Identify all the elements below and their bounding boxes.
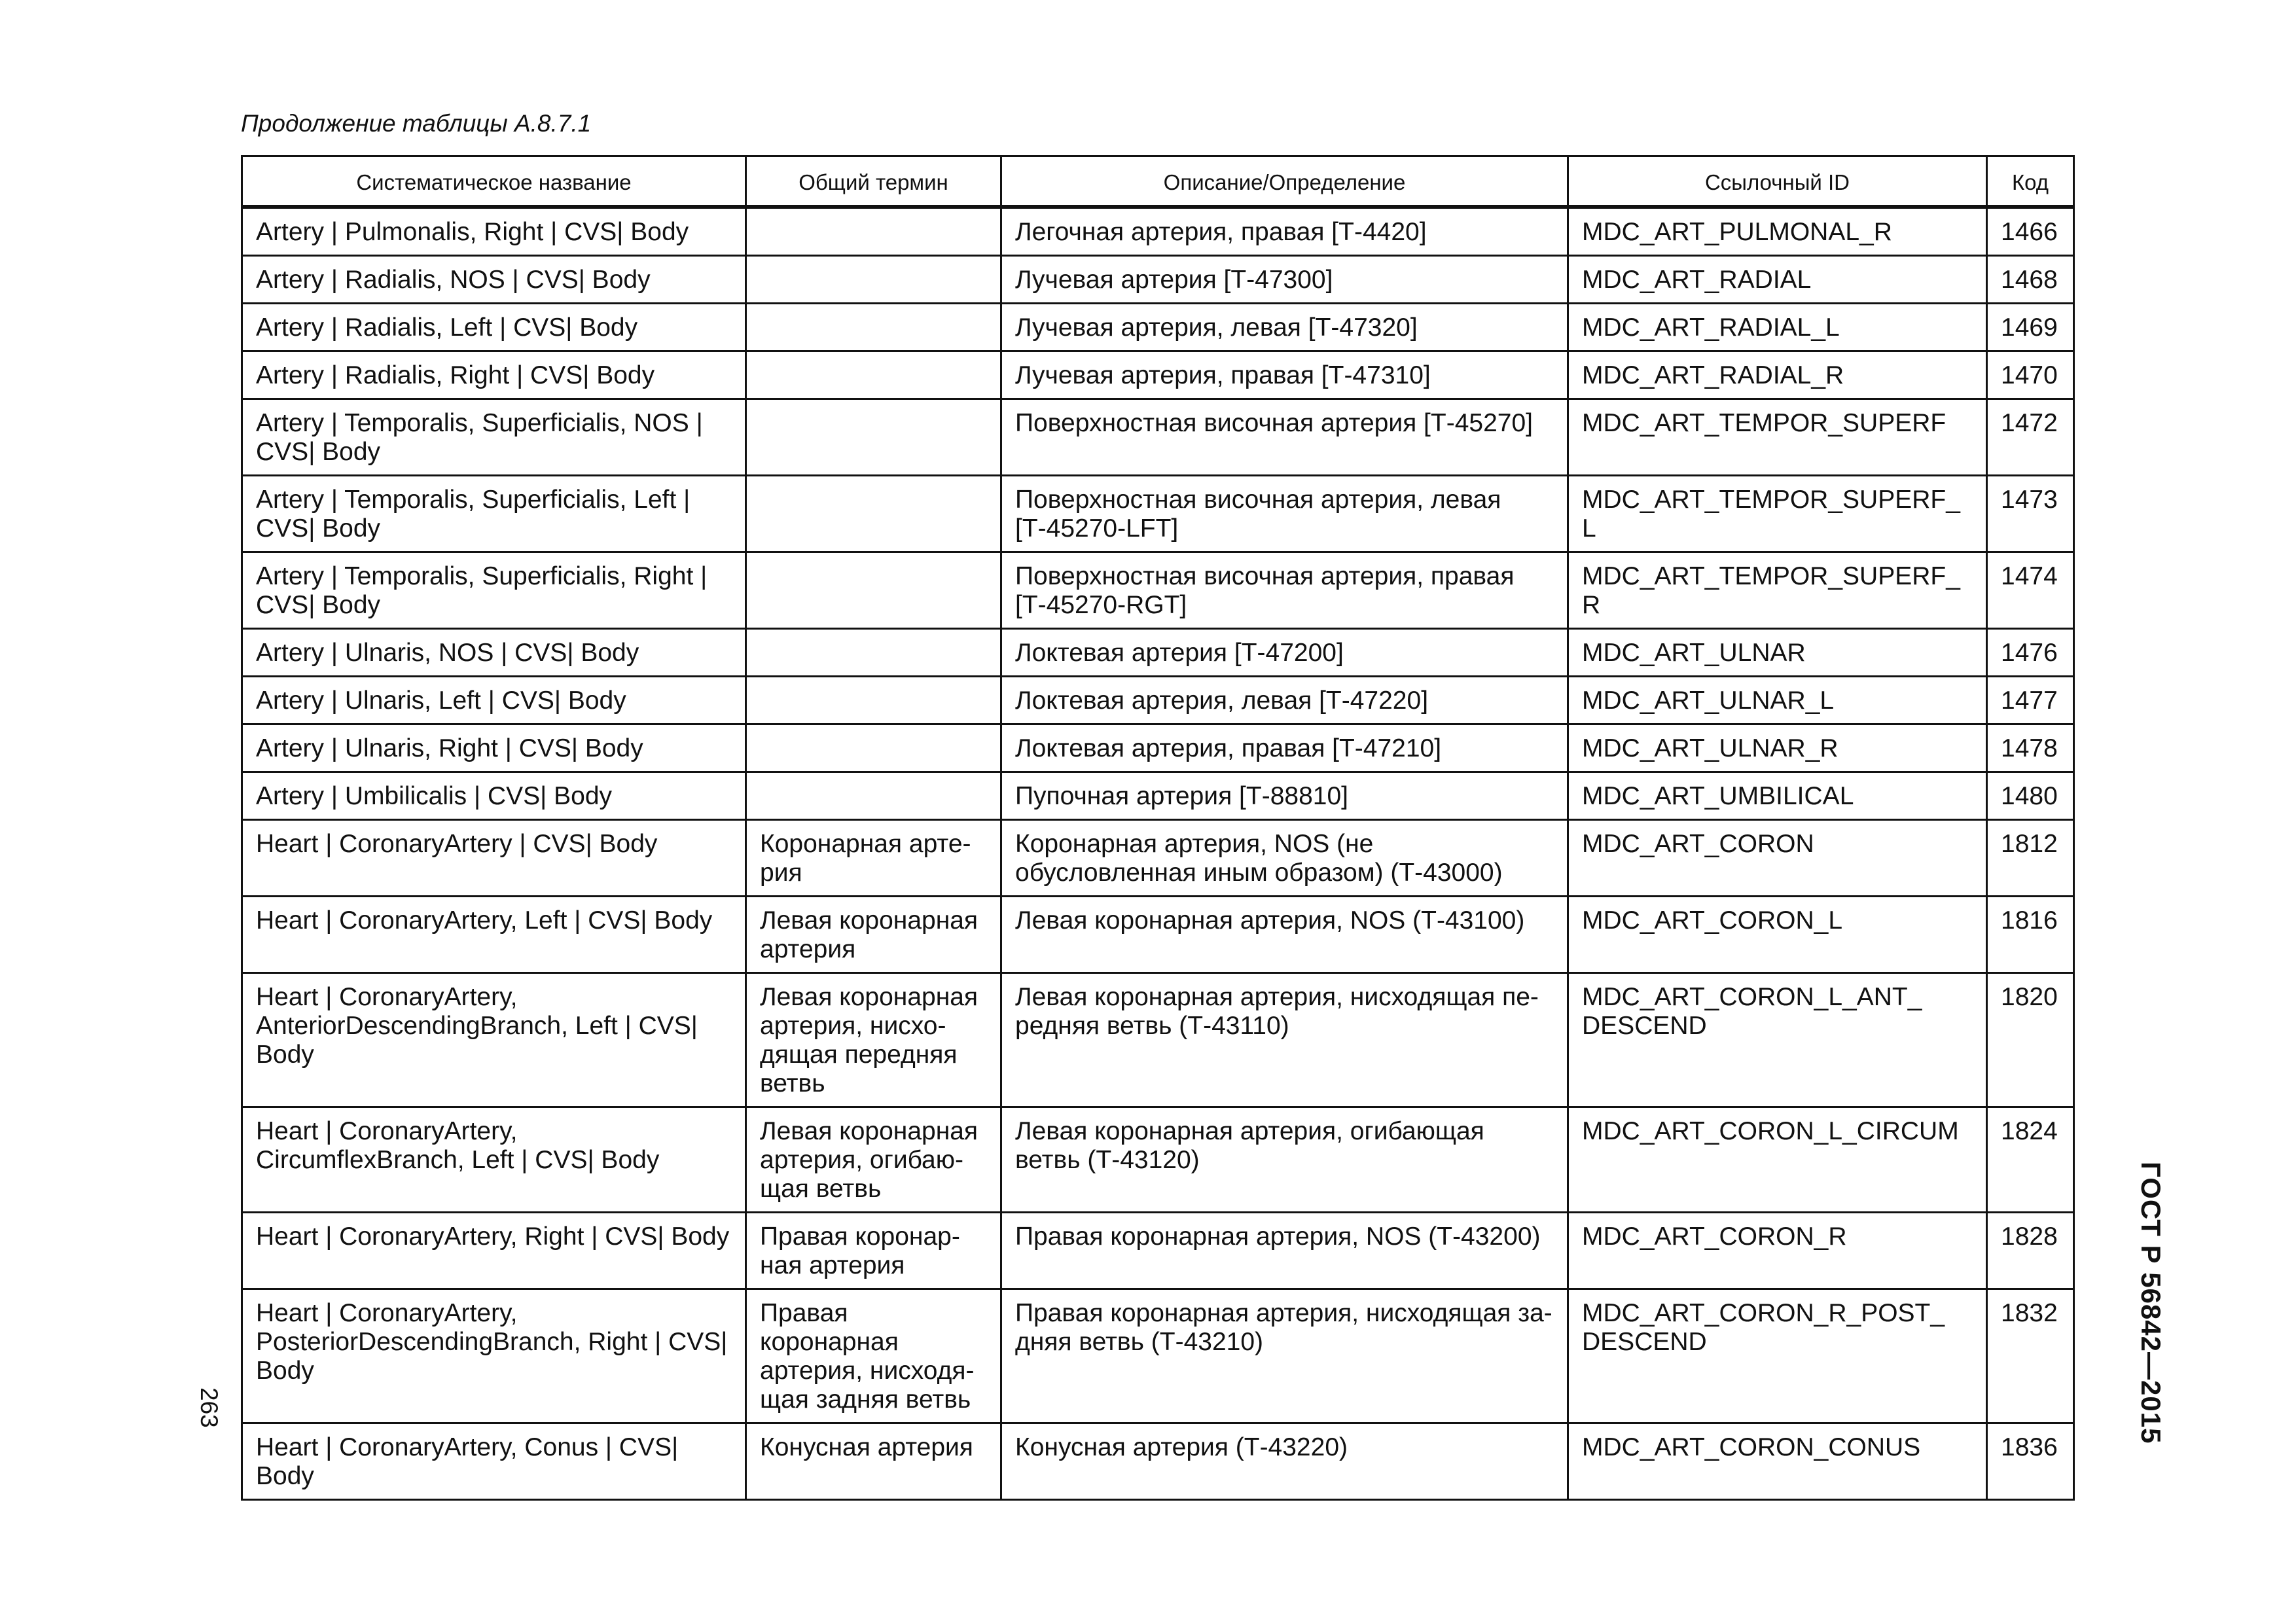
reference-id-cell: MDC_ART_TEMPOR_SUPERF_R	[1568, 552, 1987, 629]
common-term-cell	[746, 399, 1001, 476]
reference-id-cell: MDC_ART_PULMONAL_R	[1568, 207, 1987, 256]
description-cell: Левая коронарная артерия, огибающая ветвь (Т-43120)	[1001, 1107, 1568, 1213]
common-term-cell: Конусная артерия	[746, 1423, 1001, 1500]
code-cell: 1478	[1987, 724, 2074, 772]
reference-id-cell: MDC_ART_CORON_R	[1568, 1213, 1987, 1289]
common-term-cell: Левая коронарная артерия, нисхо-дящая передняя ветвь	[746, 973, 1001, 1107]
reference-id-cell: MDC_ART_UMBILICAL	[1568, 772, 1987, 820]
systematic-name-cell: Artery | Radialis, Right | CVS| Body	[242, 351, 746, 399]
code-cell: 1812	[1987, 820, 2074, 897]
code-cell: 1836	[1987, 1423, 2074, 1500]
table-row	[242, 256, 2074, 304]
reference-id-cell: MDC_ART_ULNAR_R	[1568, 724, 1987, 772]
code-cell: 1468	[1987, 256, 2074, 304]
description-cell: Левая коронарная артерия, NOS (Т-43100)	[1001, 897, 1568, 973]
table-row	[242, 897, 2074, 973]
code-cell: 1476	[1987, 629, 2074, 677]
description-cell: Поверхностная височная артерия, правая [Т-45270-RGT]	[1001, 552, 1568, 629]
description-cell: Поверхностная височная артерия, левая [Т-45270-LFT]	[1001, 476, 1568, 552]
reference-id-cell: MDC_ART_ULNAR	[1568, 629, 1987, 677]
description-cell: Локтевая артерия [Т-47200]	[1001, 629, 1568, 677]
reference-id-cell: MDC_ART_CORON	[1568, 820, 1987, 897]
code-cell: 1480	[1987, 772, 2074, 820]
common-term-cell	[746, 256, 1001, 304]
table-row	[242, 1423, 2074, 1500]
systematic-name-cell: Artery | Radialis, NOS | CVS| Body	[242, 256, 746, 304]
common-term-cell: Правая коронарная артерия, нисходя-щая задняя ветвь	[746, 1289, 1001, 1423]
reference-id-cell: MDC_ART_CORON_CONUS	[1568, 1423, 1987, 1500]
systematic-name-cell: Heart | CoronaryArtery | CVS| Body	[242, 820, 746, 897]
header-common-term: Общий термин	[746, 156, 1001, 207]
reference-id-cell: MDC_ART_CORON_R_POST_ DESCEND	[1568, 1289, 1987, 1423]
code-cell: 1470	[1987, 351, 2074, 399]
table-row	[242, 207, 2074, 256]
code-cell: 1820	[1987, 973, 2074, 1107]
common-term-cell	[746, 351, 1001, 399]
table-row	[242, 973, 2074, 1107]
table-row	[242, 1289, 2074, 1423]
description-cell: Поверхностная височная артерия [Т-45270]	[1001, 399, 1568, 476]
systematic-name-cell: Artery | Temporalis, Superficialis, Left | CVS| Body	[242, 476, 746, 552]
table-row	[242, 399, 2074, 476]
code-cell: 1472	[1987, 399, 2074, 476]
table-row	[242, 772, 2074, 820]
systematic-name-cell: Artery | Ulnaris, NOS | CVS| Body	[242, 629, 746, 677]
header-reference-id: Ссылочный ID	[1568, 156, 1987, 207]
systematic-name-cell: Artery | Ulnaris, Right | CVS| Body	[242, 724, 746, 772]
reference-id-cell: MDC_ART_ULNAR_L	[1568, 677, 1987, 724]
common-term-cell: Левая коронарная артерия, огибаю-щая ветвь	[746, 1107, 1001, 1213]
code-cell: 1466	[1987, 207, 2074, 256]
code-cell: 1828	[1987, 1213, 2074, 1289]
common-term-cell: Левая коронарная артерия	[746, 897, 1001, 973]
systematic-name-cell: Artery | Ulnaris, Left | CVS| Body	[242, 677, 746, 724]
reference-id-cell: MDC_ART_TEMPOR_SUPERF	[1568, 399, 1987, 476]
systematic-name-cell: Artery | Umbilicalis | CVS| Body	[242, 772, 746, 820]
reference-id-cell: MDC_ART_CORON_L	[1568, 897, 1987, 973]
terminology-table	[241, 155, 2075, 1501]
description-cell: Конусная артерия (Т-43220)	[1001, 1423, 1568, 1500]
common-term-cell	[746, 552, 1001, 629]
reference-id-cell: MDC_ART_RADIAL_L	[1568, 304, 1987, 351]
systematic-name-cell: Heart | CoronaryArtery, CircumflexBranch, Left | CVS| Body	[242, 1107, 746, 1213]
code-cell: 1824	[1987, 1107, 2074, 1213]
page-number: 263	[196, 1387, 223, 1428]
reference-id-cell: MDC_ART_CORON_L_CIRCUM	[1568, 1107, 1987, 1213]
code-cell: 1473	[1987, 476, 2074, 552]
code-cell: 1477	[1987, 677, 2074, 724]
common-term-cell	[746, 677, 1001, 724]
table-row	[242, 351, 2074, 399]
code-cell: 1469	[1987, 304, 2074, 351]
systematic-name-cell: Heart | CoronaryArtery, Conus | CVS| Body	[242, 1423, 746, 1500]
description-cell: Лучевая артерия [Т-47300]	[1001, 256, 1568, 304]
systematic-name-cell: Artery | Temporalis, Superficialis, Right | CVS| Body	[242, 552, 746, 629]
description-cell: Пупочная артерия [Т-88810]	[1001, 772, 1568, 820]
description-cell: Правая коронарная артерия, NOS (Т-43200)	[1001, 1213, 1568, 1289]
header-description: Описание/Определение	[1001, 156, 1568, 207]
table-row	[242, 304, 2074, 351]
systematic-name-cell: Heart | CoronaryArtery, Right | CVS| Body	[242, 1213, 746, 1289]
description-cell: Лучевая артерия, левая [Т-47320]	[1001, 304, 1568, 351]
description-cell: Коронарная артерия, NOS (не обусловленная иным образом) (Т-43000)	[1001, 820, 1568, 897]
table-row	[242, 1213, 2074, 1289]
reference-id-cell: MDC_ART_CORON_L_ANT_ DESCEND	[1568, 973, 1987, 1107]
description-cell: Правая коронарная артерия, нисходящая за-дняя ветвь (Т-43210)	[1001, 1289, 1568, 1423]
common-term-cell: Правая коронар-ная артерия	[746, 1213, 1001, 1289]
code-cell: 1474	[1987, 552, 2074, 629]
description-cell: Локтевая артерия, левая [Т-47220]	[1001, 677, 1568, 724]
systematic-name-cell: Heart | CoronaryArtery, PosteriorDescendingBranch, Right | CVS| Body	[242, 1289, 746, 1423]
reference-id-cell: MDC_ART_RADIAL_R	[1568, 351, 1987, 399]
systematic-name-cell: Artery | Pulmonalis, Right | CVS| Body	[242, 207, 746, 256]
table-row	[242, 629, 2074, 677]
systematic-name-cell: Artery | Radialis, Left | CVS| Body	[242, 304, 746, 351]
table-caption: Продолжение таблицы А.8.7.1	[241, 110, 592, 137]
header-systematic-name: Систематическое название	[242, 156, 746, 207]
common-term-cell	[746, 476, 1001, 552]
reference-id-cell: MDC_ART_RADIAL	[1568, 256, 1987, 304]
code-cell: 1816	[1987, 897, 2074, 973]
table-row	[242, 476, 2074, 552]
common-term-cell	[746, 772, 1001, 820]
common-term-cell: Коронарная арте-рия	[746, 820, 1001, 897]
header-code: Код	[1987, 156, 2074, 207]
description-cell: Лучевая артерия, правая [Т-47310]	[1001, 351, 1568, 399]
code-cell: 1832	[1987, 1289, 2074, 1423]
systematic-name-cell: Artery | Temporalis, Superficialis, NOS | CVS| Body	[242, 399, 746, 476]
table-row	[242, 552, 2074, 629]
common-term-cell	[746, 304, 1001, 351]
description-cell: Легочная артерия, правая [Т-4420]	[1001, 207, 1568, 256]
systematic-name-cell: Heart | CoronaryArtery, AnteriorDescendingBranch, Left | CVS| Body	[242, 973, 746, 1107]
standard-designation: ГОСТ Р 56842—2015	[2136, 1162, 2166, 1444]
reference-id-cell: MDC_ART_TEMPOR_SUPERF_L	[1568, 476, 1987, 552]
table-row	[242, 724, 2074, 772]
table-row	[242, 677, 2074, 724]
table-row	[242, 820, 2074, 897]
table-row	[242, 1107, 2074, 1213]
description-cell: Левая коронарная артерия, нисходящая пе-редняя ветвь (Т-43110)	[1001, 973, 1568, 1107]
table-header-row	[242, 156, 2074, 207]
common-term-cell	[746, 724, 1001, 772]
common-term-cell	[746, 629, 1001, 677]
common-term-cell	[746, 207, 1001, 256]
description-cell: Локтевая артерия, правая [Т-47210]	[1001, 724, 1568, 772]
systematic-name-cell: Heart | CoronaryArtery, Left | CVS| Body	[242, 897, 746, 973]
